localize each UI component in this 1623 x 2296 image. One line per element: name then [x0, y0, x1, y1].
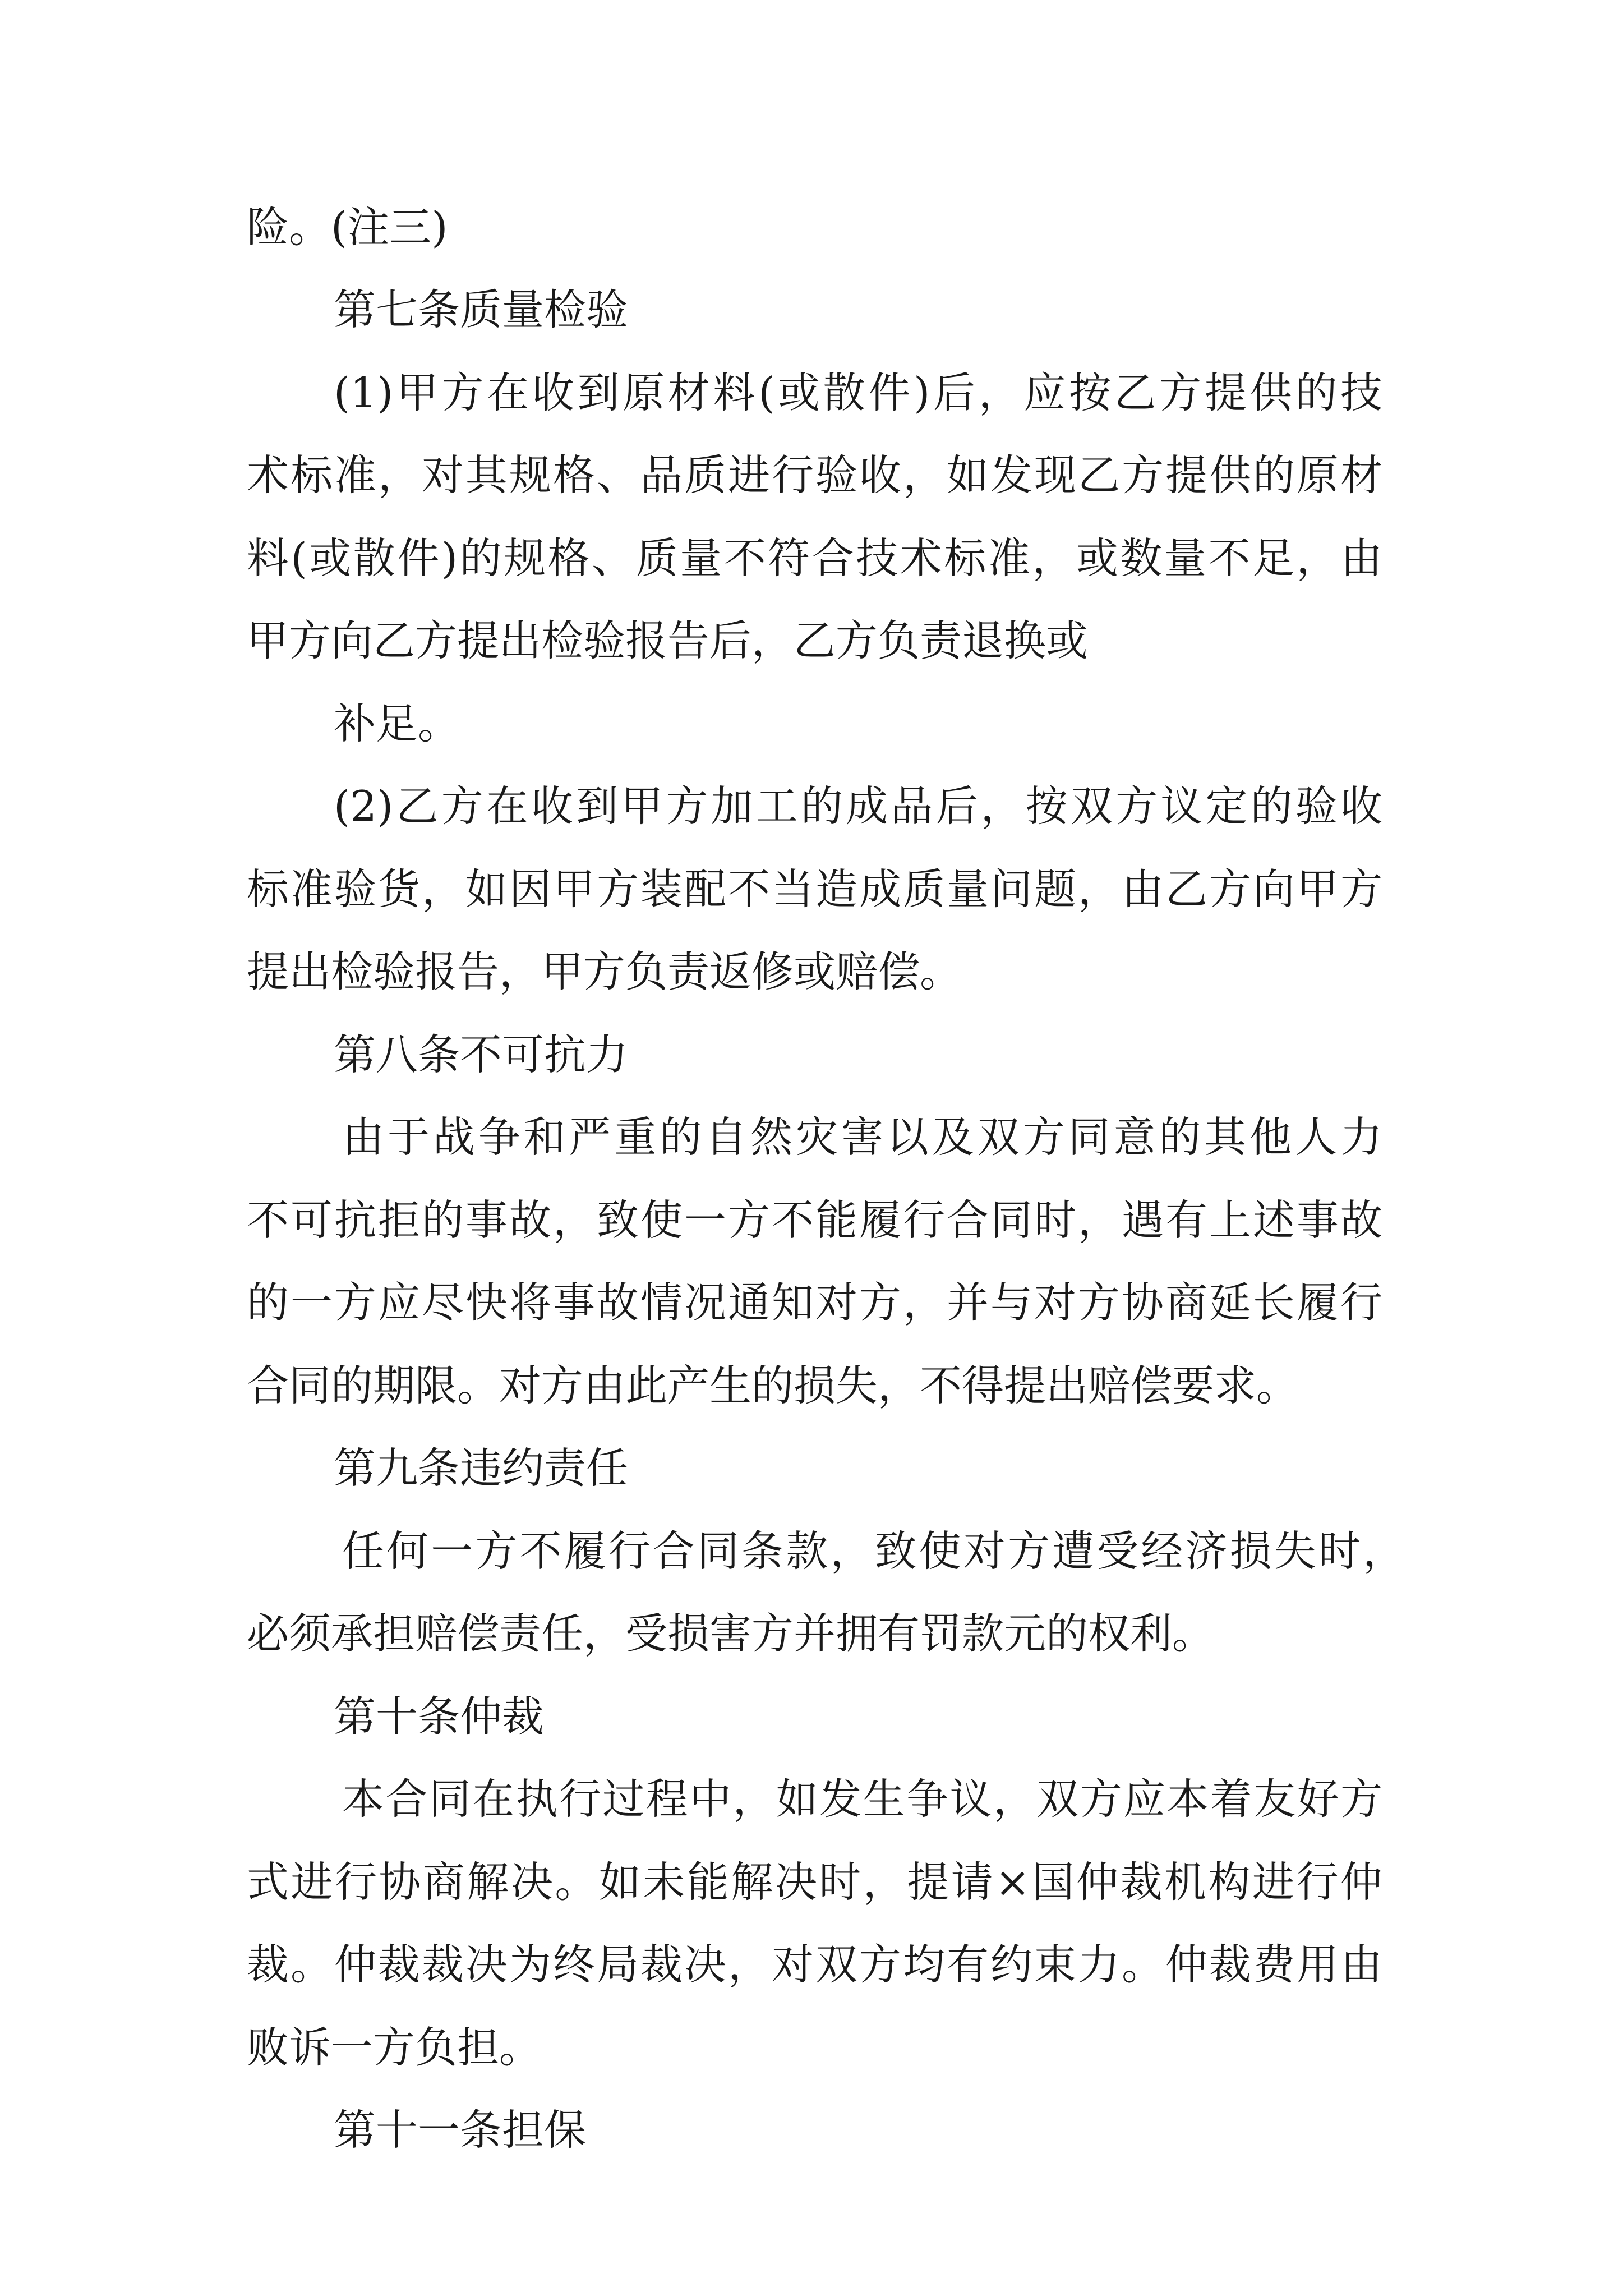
text-line: 的一方应尽快将事故情况通知对方，并与对方协商延长履行 [247, 1278, 1382, 1327]
text-line: 险。(注三) [247, 203, 448, 252]
section-heading: 第七条质量检验 [334, 285, 629, 334]
text-line: 料(或散件)的规格、质量不符合技术标准，或数量不足，由 [247, 533, 1382, 583]
text-line: 败诉一方负担。 [247, 2023, 542, 2072]
text-line: (2)乙方在收到甲方加工的成品后，按双方议定的验收 [334, 781, 1382, 831]
section-heading: 第九条违约责任 [334, 1443, 629, 1493]
section-heading: 第十一条担保 [334, 2105, 587, 2155]
text-line: 式进行协商解决。如未能解决时，提请×国仲裁机构进行仲 [247, 1857, 1382, 1907]
text-line: 术标准，对其规格、品质进行验收，如发现乙方提供的原材 [247, 450, 1382, 500]
text-line: 标准验货，如因甲方装配不当造成质量问题，由乙方向甲方 [247, 864, 1382, 914]
text-line: 由于战争和严重的自然灾害以及双方同意的其他人力 [342, 1112, 1382, 1162]
section-heading: 第十条仲裁 [334, 1692, 545, 1741]
text-line: (1)甲方在收到原材料(或散件)后，应按乙方提供的技 [334, 368, 1382, 417]
section-heading: 第八条不可抗力 [334, 1030, 629, 1079]
text-line: 必须承担赔偿责任，受损害方并拥有罚款元的权利。 [247, 1609, 1215, 1658]
text-line: 任何一方不履行合同条款，致使对方遭受经济损失时， [342, 1526, 1405, 1576]
text-line: 提出检验报告，甲方负责返修或赔偿。 [247, 947, 962, 996]
text-line: 裁。仲裁裁决为终局裁决，对双方均有约束力。仲裁费用由 [247, 1940, 1382, 1989]
text-line: 本合同在执行过程中，如发生争议，双方应本着友好方 [342, 1774, 1382, 1824]
text-line: 不可抗拒的事故，致使一方不能履行合同时，遇有上述事故 [247, 1195, 1382, 1245]
text-line: 补足。 [334, 699, 460, 748]
text-line: 合同的期限。对方由此产生的损失，不得提出赔偿要求。 [247, 1361, 1299, 1410]
text-line: 甲方向乙方提出检验报告后，乙方负责退换或 [247, 616, 1089, 665]
